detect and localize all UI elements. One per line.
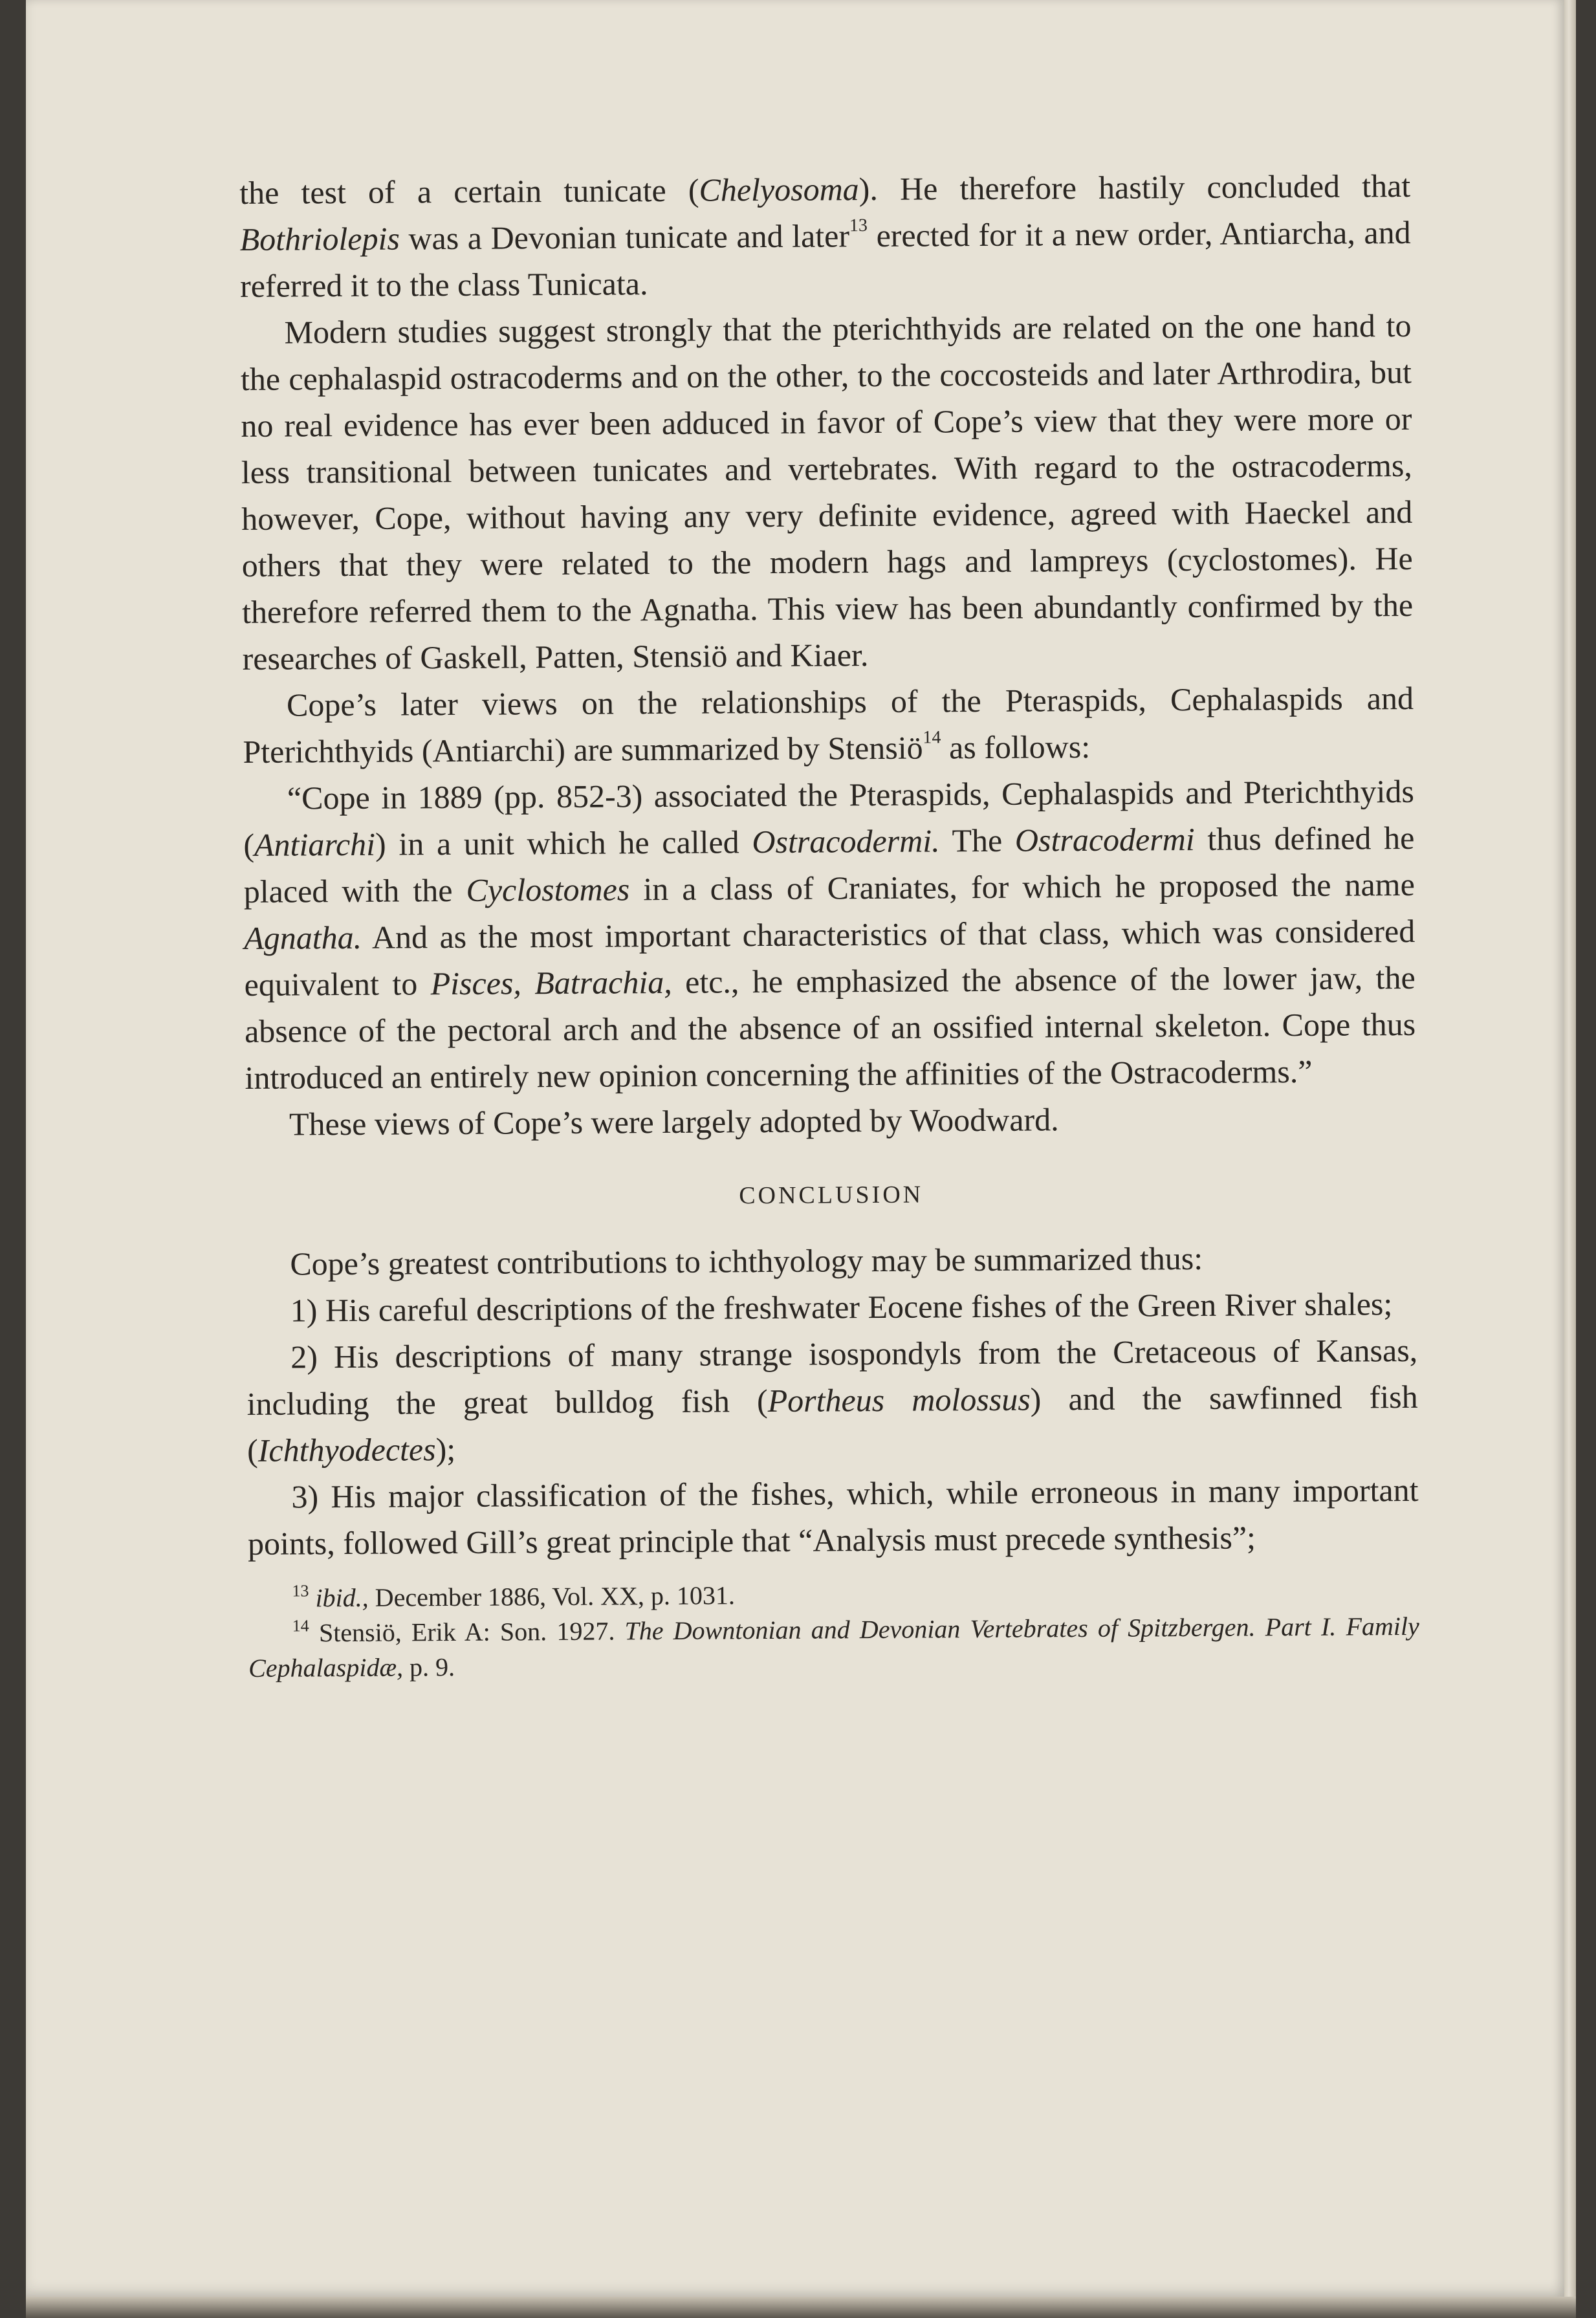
italic-term: Portheus molossus: [767, 1381, 1031, 1419]
paragraph-3: [243, 675, 1414, 775]
footnote-14: [248, 1609, 1420, 1686]
footnote-ref-13: 13: [849, 215, 868, 236]
text-run: And as the most important characteristics of that class, which was considered equivalent to: [244, 912, 1416, 1003]
text-run: December 1886, Vol. XX, p. 1031.: [368, 1580, 736, 1612]
text-run: );: [435, 1430, 456, 1468]
text-run: erected for it a new order, Antiarcha, and referred it to the class Tunicata.: [239, 213, 1411, 304]
footnotes: [248, 1574, 1419, 1686]
italic-term: Ostracodermi: [1014, 820, 1195, 858]
conclusion-item-3: 3) His major classification of the fishes, which, while erroneous in many important points, followed Gill’s great principle that “Analysis must precede synthesis”;: [247, 1471, 1419, 1562]
italic-term: Cyclostomes: [466, 871, 630, 908]
conclusion-item-1: 1) His careful descriptions of the freshwater Eocene fishes of the Green River shales;: [290, 1285, 1393, 1329]
page-edge: [1564, 0, 1576, 2318]
italic-term: Bothriolepis: [239, 220, 400, 257]
text-run: ). He therefore hastily concluded that: [858, 167, 1411, 208]
text-run: 2) His descriptions of many strange isospondyls from the Cretaceous of Kansas, including the great bulldog fish (: [246, 1331, 1418, 1422]
footnote-number: 13: [292, 1581, 309, 1601]
text-run: was a Devonian tunicate and later: [399, 217, 850, 257]
italic-term: Ichthyodectes: [257, 1431, 436, 1469]
text-run: Cope’s later views on the relationships of the Pteraspids, Cephalaspids and Pterichthyids (Antiarchi) are summarized by Stensiö: [243, 679, 1414, 770]
quotation-paragraph: [243, 768, 1416, 1101]
italic-term: Agnatha.: [244, 919, 362, 956]
section-heading: CONCLUSION: [739, 1181, 924, 1210]
paragraph-5: These views of Cope’s were largely adopted by Woodward.: [289, 1101, 1059, 1143]
text-run: thus defined he placed with the: [243, 819, 1415, 910]
text-run: ) and the sawfinned fish (: [246, 1378, 1418, 1469]
text-run: as follows:: [941, 728, 1091, 766]
italic-term: Pisces, Batrachia,: [430, 963, 672, 1002]
page-bottom-edge: [26, 2297, 1576, 2318]
conclusion-item-2: [246, 1327, 1418, 1474]
footnote-number: 14: [292, 1616, 309, 1635]
text-run: “Cope in 1889 (pp. 852-3) associated the Pteraspids, Cephalaspids and Pterichthyids (: [243, 772, 1415, 863]
text-run: ) in a unit which he called: [375, 824, 752, 862]
text-run: etc., he emphasized the absence of the lower jaw, the absence of the pectoral arch and the absence of an ossified internal skeleton. Cope thus introduced an entirely new opinion concerning the affinities of the Ostracoderms.”: [244, 959, 1416, 1096]
text-run: The: [939, 822, 1016, 859]
page-text: [239, 162, 1419, 1686]
text-run: the test of a certain tunicate (: [239, 171, 699, 211]
footnote-ref-14: 14: [923, 727, 941, 748]
text-run: Stensiö, Erik A: Son. 1927.: [309, 1616, 625, 1648]
italic-title: The Downtonian and Devonian Vertebrates of Spitzbergen. Part I. Family Cephalaspidæ,: [248, 1611, 1419, 1683]
conclusion-intro: Cope’s greatest contributions to ichthyology may be summarized thus:: [290, 1240, 1203, 1282]
italic-term: Ostracodermi.: [752, 822, 940, 860]
text-run: in a class of Craniates, for which he proposed the name: [629, 866, 1415, 908]
text-run: p. 9.: [402, 1652, 455, 1682]
italic-term: Antiarchi: [254, 826, 376, 863]
italic-term: Chelyosoma: [699, 171, 859, 208]
paragraph-1: [239, 162, 1411, 309]
paragraph-2: Modern studies suggest strongly that the pterichthyids are related on the one hand to the cephalaspid ostracoderms and on the other, to the coccosteids and later Arthrodira, but no real evidence has ever been adduced in favor of Cope’s view that they were more or less transitional between tunicates and vertebrates. With regard to the ostracoderms, however, Cope, without having any very definite evidence, agreed with Haeckel and others that they were related to the modern hags and lampreys (cyclostomes). He therefore referred them to the Agnatha. This view has been abundantly confirmed by the researches of Gaskell, Patten, Stensiö and Kiaer.: [240, 307, 1414, 677]
italic-term: ibid.,: [315, 1582, 369, 1613]
